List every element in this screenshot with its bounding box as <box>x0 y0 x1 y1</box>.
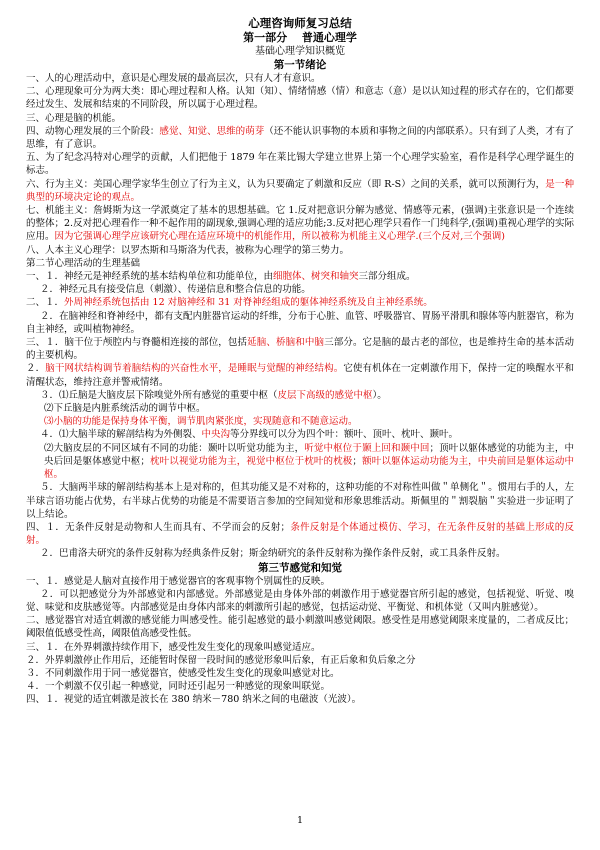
paragraph: 三、１．在外界刺激持续作用下，感受性发生变化的现象叫感觉适应。 <box>26 641 321 653</box>
paragraph: 三、心理是脑的机能。 <box>26 112 122 124</box>
paragraph: 四、１．无条件反射是动物和人生而具有、不学而会的反射；条件反射是个体通过模仿、学习，在无条件反射的基础上形成的反射。 <box>26 521 574 547</box>
paragraph: 七、机能主义：詹姆斯为这一学派奠定了基本的思想基础。它 1.反对把意识分解为感觉、情感等元素，(强调)主张意识是一个连续的整体；2.反对把心理看作一种不起作用的副现象,强调心理的适应功能;3.反对把心理学只看作一门纯科学,(强调)重视心理学的实际应用。因为它强调心理学应该研究心理在适应环境中的机能作用，所以被称为机能主义心理学.(三个反对,三个强调) <box>26 205 574 243</box>
paragraph: ２．在脑神经和脊神经中，都有支配内脏器官运动的纤维，分布于心脏、血管、呼吸器官、胃肠平滑肌和腺体等内脏器官，称为自主神经，或叫植物神经。 <box>26 310 574 335</box>
paragraph: 二、１．外周神经系统包括由 12 对脑神经和 31 对脊神经组成的躯体神经系统及自主神经系统。 <box>26 297 433 309</box>
paragraph: 二、心理现象可分为两大类：即心理过程和人格。认知（知）、情绪情感（情）和意志（意）是以认知过程的形式存在的，它们都要经过发生、发展和结束的不同阶段，所以属于心理过程。 <box>26 86 574 111</box>
paragraph: ⑵下丘脑是内脏系统活动的调节中枢。 <box>44 403 206 415</box>
paragraph: 二、感觉器官对适宜刺激的感觉能力叫感受性。能引起感觉的最小刺激叫感觉阈限。感受性是用感觉阈限来度量的，二者成反比；阈限值低感受性高，阈限值高感受性低。 <box>26 615 574 640</box>
document-title: 心理咨询师复习总结 <box>248 16 352 30</box>
paragraph: ２．巴甫洛夫研究的条件反射称为经典条件反射；斯金纳研究的条件反射称为操作条件反射，或工具条件反射。 <box>40 548 506 560</box>
paragraph: ２．可以把感觉分为外部感觉和内部感觉。外部感觉是由身体外部的刺激作用于感觉器官所引起的感觉，包括视觉、听觉、嗅觉、味觉和皮肤感觉等。内部感觉是由身体内部来的刺激所引起的感觉，包括运动觉、平衡觉、和机体觉（又叫内脏感觉）。 <box>26 588 574 613</box>
paragraph: ２．脑干网状结构调节着脑结构的兴奋性水平，是睡眠与觉醒的神经结构。它使有机体在一定刺激作用下，保持一定的唤醒水平和清醒状态，维持注意并警戒情绪。 <box>26 363 574 388</box>
paragraph: 六、行为主义：美国心理学家华生创立了行为主义，认为只要确定了刺激和反应（即 R-S）之间的关系，就可以预测行为，是一种典型的环境决定论的观点。 <box>26 178 574 203</box>
paragraph: ３．⑴丘脑是大脑皮层下除嗅觉外所有感觉的重要中枢（皮层下高级的感觉中枢）。 <box>40 389 387 401</box>
paragraph: 四、动物心理发展的三个阶段：感觉、知觉、思维的萌芽（还不能认识事物的本质和事物之间的内部联系）。只有到了人类，才有了思维，有了意识。 <box>26 125 574 151</box>
paragraph: ５．大脑两半球的解剖结构基本上是对称的，但其功能又是不对称的，这种功能的不对称性叫做＂单侧化＂。惯用右手的人，左半球言语功能占优势，右半球占优势的功能是不需要语言参加的空间知觉和形象思维活动。斯佩里的＂割裂脑＂实验进一步证明了以上结论。 <box>26 482 574 520</box>
paragraph: 五、为了纪念冯特对心理学的贡献，人们把他于 1879 年在莱比锡大学建立世界上第一个心理学实验室，看作是科学心理学诞生的标志。 <box>26 152 574 177</box>
paragraph: 四、１．视觉的适宜刺激是波长在 380 纳米－780 纳米之间的电磁波（光波）。 <box>26 694 362 706</box>
paragraph: ２．外界刺激停止作用后，还能暂时保留一段时间的感觉形象叫后象，有正后象和负后象之分 <box>26 654 416 666</box>
paragraph: 一、１．感觉是人脑对直接作用于感觉器官的客观事物个别属性的反映。 <box>26 575 331 587</box>
paragraph: ２．神经元具有接受信息（刺激）、传递信息和整合信息的功能。 <box>40 284 311 296</box>
paragraph: ⑶小脑的功能是保持身体平衡，调节肌肉紧张度，实现随意和不随意运动。 <box>44 416 358 428</box>
paragraph: ４．⑴大脑半球的解剖结构为外侧裂、中央沟等分界线可以分为四个叶：额叶、顶叶、枕叶、颞叶。 <box>40 429 459 441</box>
subsection-heading: 第二节心理活动的生理基础 <box>26 257 141 269</box>
paragraph: ３．不同刺激作用于同一感觉器官，使感受性发生变化的现象叫感觉对比。 <box>26 667 340 679</box>
paragraph: 八、人本主义心理学：以罗杰斯和马斯洛为代表，被称为心理学的第三势力。 <box>26 244 350 256</box>
paragraph: 三、１．脑干位于颅腔内与脊髓相连接的部位，包括延脑、桥脑和中脑三部分。它是脑的最古老的部位，也是维持生命的基本活动的主要机构。 <box>26 337 574 362</box>
section-heading: 第一节绪论 <box>273 59 327 71</box>
paragraph: ⑵大脑皮层的不同区域有不同的功能：颞叶以听觉功能为主，听觉中枢位于颞上回和颞中回；顶叶以躯体感觉的功能为主，中央后回是躯体感觉中枢；枕叶以视觉功能为主，视觉中枢位于枕叶的枕极；额叶以躯体运动功能为主，中央前回是躯体运动中枢。 <box>44 442 574 481</box>
overview-title: 基础心理学知识概览 <box>255 46 345 57</box>
paragraph: ４．一个刺激不仅引起一种感觉，同时还引起另一种感觉的现象叫联觉。 <box>26 681 331 693</box>
page-number: 1 <box>296 815 304 826</box>
part-title: 第一部分 普通心理学 <box>243 31 357 44</box>
paragraph: 一、人的心理活动中，意识是心理发展的最高层次，只有人才有意识。 <box>26 73 321 84</box>
section-heading: 第三节感觉和知觉 <box>258 561 342 574</box>
paragraph: 一、１．神经元是神经系统的基本结构单位和功能单位，由细胞体、树突和轴突三部分组成。 <box>26 271 416 283</box>
